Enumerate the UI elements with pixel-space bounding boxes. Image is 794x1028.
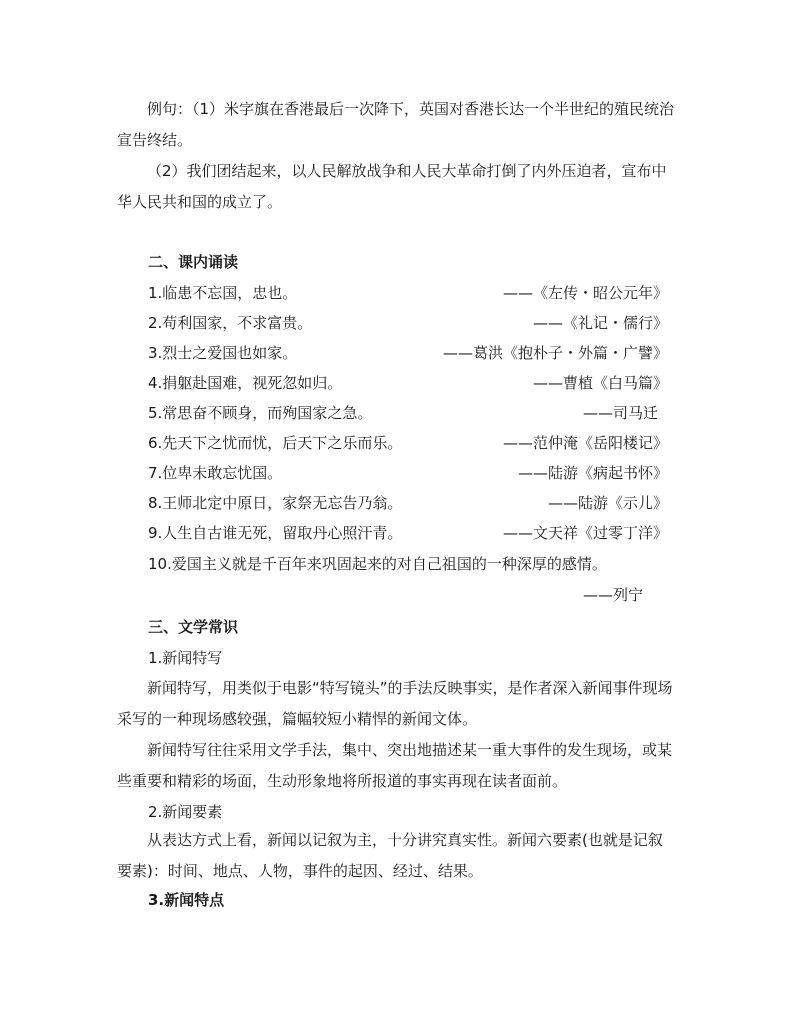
quote-source: ——曹植《白马篇》 — [532, 374, 668, 392]
quote-source: ——范仲淹《岳阳楼记》 — [502, 434, 668, 452]
subheading-news-elements: 2.新闻要素 — [148, 803, 223, 821]
quote-text: 4.捐躯赴国难，视死忽如归。 — [148, 374, 343, 392]
quote-row — [148, 282, 678, 304]
quote-source: ——文天祥《过零丁洋》 — [502, 524, 668, 542]
quote-text: 1.临患不忘国，忠也。 — [148, 284, 298, 302]
paragraph-feature-definition: 新闻特写，用类似于电影“特写镜头”的手法反映事实，是作者深入新闻事件现场采写的一种现场感较强，篇幅较短小精悍的新闻文体。 — [117, 679, 673, 728]
paragraph-news-elements: 从表达方式上看，新闻以记叙为主，十分讲究真实性。新闻六要素(也就是记叙要素)：时间、地点、人物，事件的起因、经过、结果。 — [117, 831, 663, 880]
quote-text: 3.烈士之爱国也如家。 — [148, 344, 298, 362]
quote-source: ——《左传・昭公元年》 — [502, 284, 668, 302]
quote-source: ——陆游《示儿》 — [547, 494, 668, 512]
quote-row — [148, 462, 678, 484]
quote-source: ——陆游《病起书怀》 — [517, 464, 668, 482]
quote-source: ——《礼记・儒行》 — [532, 314, 668, 332]
quote-row — [148, 342, 678, 364]
quote-source: ——司马迁 — [582, 404, 658, 422]
quote-row — [148, 312, 678, 334]
section-heading-literature: 三、文学常识 — [148, 618, 239, 636]
example-sentence-2: （2）我们团结起来，以人民解放战争和人民大革命打倒了内外压迫者，宣布中华人民共和国的成立了。 — [117, 162, 667, 211]
quote-row — [148, 402, 678, 424]
quote-10-text: 10.爱国主义就是千百年来巩固起来的对自己祖国的一种深厚的感情。 — [148, 555, 607, 573]
example-sentence-1: 例句：（1）米字旗在香港最后一次降下，英国对香港长达一个半世纪的殖民统治宣告终结。 — [117, 100, 675, 149]
quote-text: 7.位卑未敢忘忧国。 — [148, 464, 283, 482]
quote-row — [148, 372, 678, 394]
quote-text: 8.王师北定中原日，家祭无忘告乃翁。 — [148, 494, 403, 512]
quote-text: 6.先天下之忧而忧，后天下之乐而乐。 — [148, 434, 403, 452]
quote-row — [148, 432, 678, 454]
subheading-news-feature: 1.新闻特写 — [148, 649, 223, 667]
quote-text: 5.常思奋不顾身，而殉国家之急。 — [148, 404, 373, 422]
quote-source: ——葛洪《抱朴子・外篇・广譬》 — [442, 344, 668, 362]
subheading-news-characteristics: 3.新闻特点 — [148, 891, 225, 909]
paragraph-feature-technique: 新闻特写往往采用文学手法，集中、突出地描述某一重大事件的发生现场，或某些重要和精彩的场面，生动形象地将所报道的事实再现在读者面前。 — [117, 741, 673, 790]
quote-text: 2.苟利国家，不求富贵。 — [148, 314, 313, 332]
quote-text: 9.人生自古谁无死，留取丹心照汗青。 — [148, 524, 403, 542]
quote-10-source: ——列宁 — [583, 586, 644, 604]
section-heading-recitation: 二、课内诵读 — [148, 253, 239, 271]
quote-row — [148, 492, 678, 514]
quote-row — [148, 522, 678, 544]
